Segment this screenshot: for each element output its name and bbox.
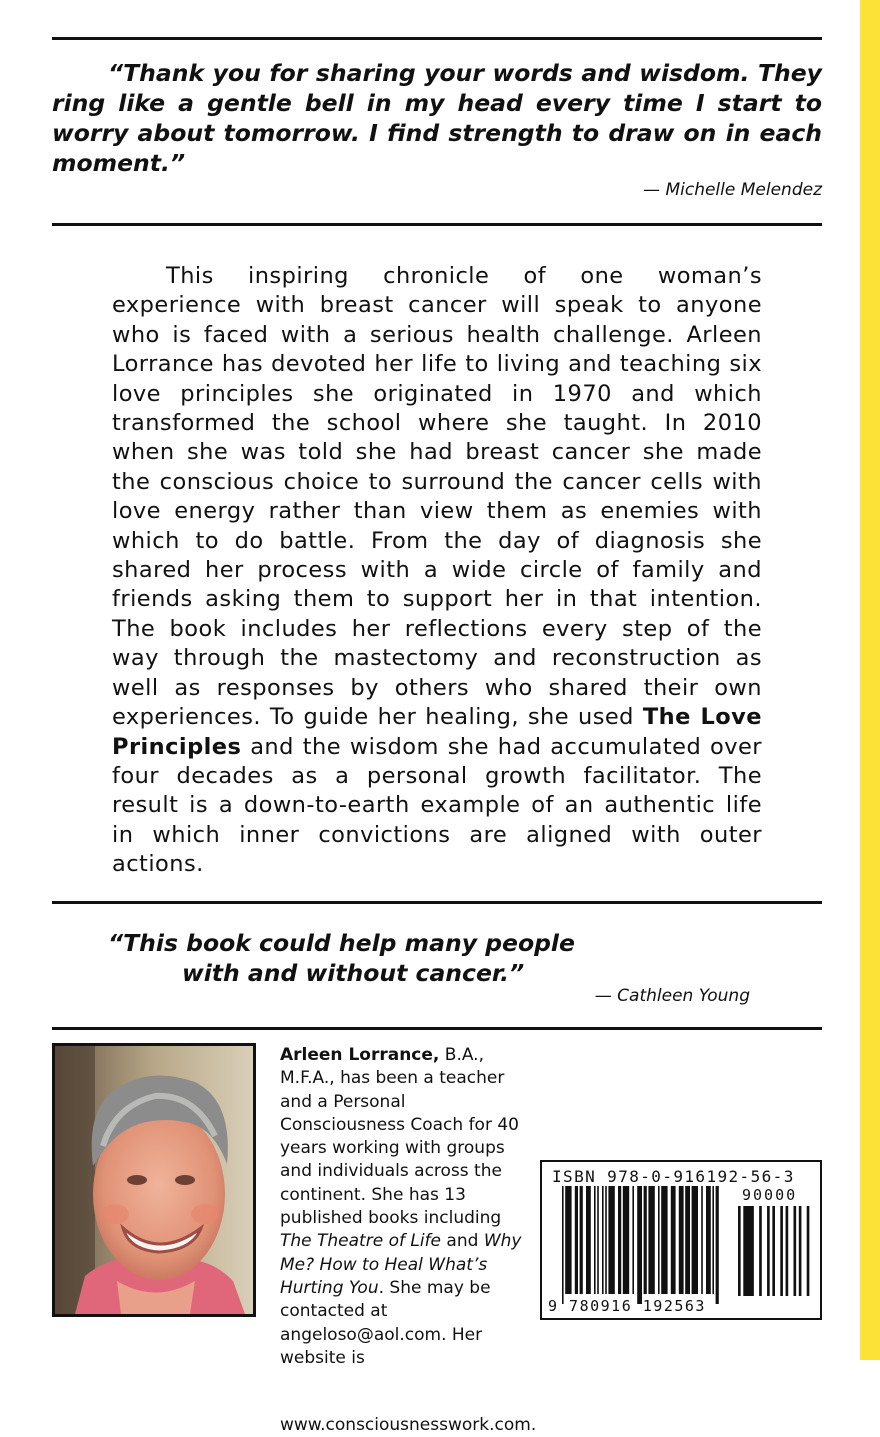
barcode-bar bbox=[594, 1186, 596, 1294]
isbn-label: ISBN 978-0-916192-56-3 bbox=[552, 1167, 795, 1186]
book-title-1: The Theatre of Life bbox=[280, 1231, 442, 1252]
book-description bbox=[112, 262, 762, 880]
barcode-bar bbox=[794, 1206, 797, 1296]
barcode-bar bbox=[658, 1186, 660, 1294]
barcode-bar bbox=[580, 1186, 583, 1294]
second-testimonial-line1: “This book could help many people bbox=[108, 929, 575, 957]
isbn-barcode bbox=[540, 1160, 822, 1320]
barcode-bar bbox=[780, 1206, 783, 1296]
barcode-bar bbox=[671, 1186, 676, 1294]
barcode-bar bbox=[637, 1186, 642, 1304]
quote-divider bbox=[52, 223, 822, 226]
barcode-bar bbox=[623, 1186, 629, 1294]
description-text: This inspiring chronicle of one woman’s experience with breast cancer will speak to anyone who is faced with a serious health challenge. Arleen Lorrance has devoted her life to living and teaching six love principles she originated in 1970 and which transformed the school where she taught. In 2010 when she was told she had breast cancer she made the conscious choice to surround the cancer cells with love energy rather than view them as enemies with which to do battle. From the day of diagnosis she shared her process with a wide circle of family and friends asking them to support her in that intention. The book includes her reflections every step of the way through the mastectomy and reconstruction as well as responses by others who shared their own experiences. To guide her healing, she used bbox=[112, 263, 762, 731]
barcode-bar bbox=[692, 1186, 698, 1294]
second-testimonial bbox=[108, 928, 588, 988]
book-title-2: Why Me? How to Heal What’s Hurting You bbox=[280, 1231, 522, 1298]
bio-and: and bbox=[441, 1231, 484, 1252]
barcode-bar bbox=[644, 1186, 647, 1294]
barcode-bar bbox=[632, 1186, 634, 1294]
barcode-bar bbox=[716, 1186, 719, 1304]
barcode-bar bbox=[608, 1186, 614, 1294]
barcode-bar bbox=[685, 1186, 690, 1294]
barcode-bar bbox=[772, 1206, 775, 1296]
barcode-bar bbox=[738, 1206, 741, 1296]
author-portrait-image bbox=[55, 1046, 253, 1314]
barcode-bar bbox=[575, 1186, 578, 1294]
testimonial-quote: “Thank you for sharing your words and wisdom. They ring like a gentle bell in my head every time I start to worry about tomorrow. I find strength to draw on in each moment.” bbox=[52, 59, 822, 177]
top-rule bbox=[52, 37, 822, 40]
addon-bar-group bbox=[738, 1206, 809, 1296]
barcode-bar bbox=[562, 1186, 564, 1304]
barcode-bar bbox=[799, 1206, 802, 1296]
barcode-bar bbox=[701, 1186, 703, 1294]
cover-edge-stripe bbox=[860, 0, 880, 1360]
barcode-bar bbox=[648, 1186, 654, 1294]
barcode-bar bbox=[767, 1206, 770, 1296]
barcode-bar bbox=[605, 1186, 607, 1294]
barcode-bar bbox=[586, 1186, 591, 1294]
author-name: Arleen Lorrance, bbox=[280, 1045, 440, 1065]
barcode-bar bbox=[743, 1206, 754, 1296]
second-testimonial-line2: with and without cancer.” bbox=[182, 959, 525, 987]
ean-digits: 9 780916 192563 bbox=[548, 1297, 706, 1315]
barcode-bar bbox=[712, 1186, 714, 1294]
bio-text: B.A., M.F.A., has been a teacher and a Personal Consciousness Coach for 40 years working with groups and individuals across the continent. She has 13 published books including bbox=[280, 1045, 519, 1229]
barcode-bar bbox=[661, 1186, 667, 1294]
price-code: 90000 bbox=[742, 1186, 798, 1204]
bio-contact: . She may be contacted at angeloso@aol.com. Her website is www.consciousnesswork.com. bbox=[280, 1277, 537, 1435]
barcode-bar bbox=[618, 1186, 621, 1294]
barcode-bar bbox=[597, 1186, 599, 1294]
barcode-bar bbox=[679, 1186, 684, 1294]
barcode-bar bbox=[706, 1186, 711, 1294]
barcode-bar bbox=[786, 1206, 789, 1296]
ean-bar-group bbox=[562, 1186, 719, 1304]
testimonial-attribution: — Michelle Melendez bbox=[643, 180, 822, 200]
barcode-bar bbox=[565, 1186, 571, 1294]
author-photo bbox=[52, 1043, 256, 1317]
barcode-bar bbox=[602, 1186, 604, 1294]
bio-divider bbox=[52, 1027, 822, 1030]
barcode-bar bbox=[807, 1206, 810, 1296]
barcode-bar bbox=[759, 1206, 762, 1296]
description-text-continued: and the wisdom she had accumulated over four decades as a personal growth facilitator. The result is a down-to-earth example of an authentic life in which inner convictions are aligned with outer actions. bbox=[112, 733, 762, 878]
description-divider bbox=[52, 901, 822, 904]
second-testimonial-attribution: — Cathleen Young bbox=[594, 986, 750, 1006]
book-title-emphasis: The Love Principles bbox=[112, 704, 762, 760]
barcode-bars bbox=[542, 1162, 819, 1317]
